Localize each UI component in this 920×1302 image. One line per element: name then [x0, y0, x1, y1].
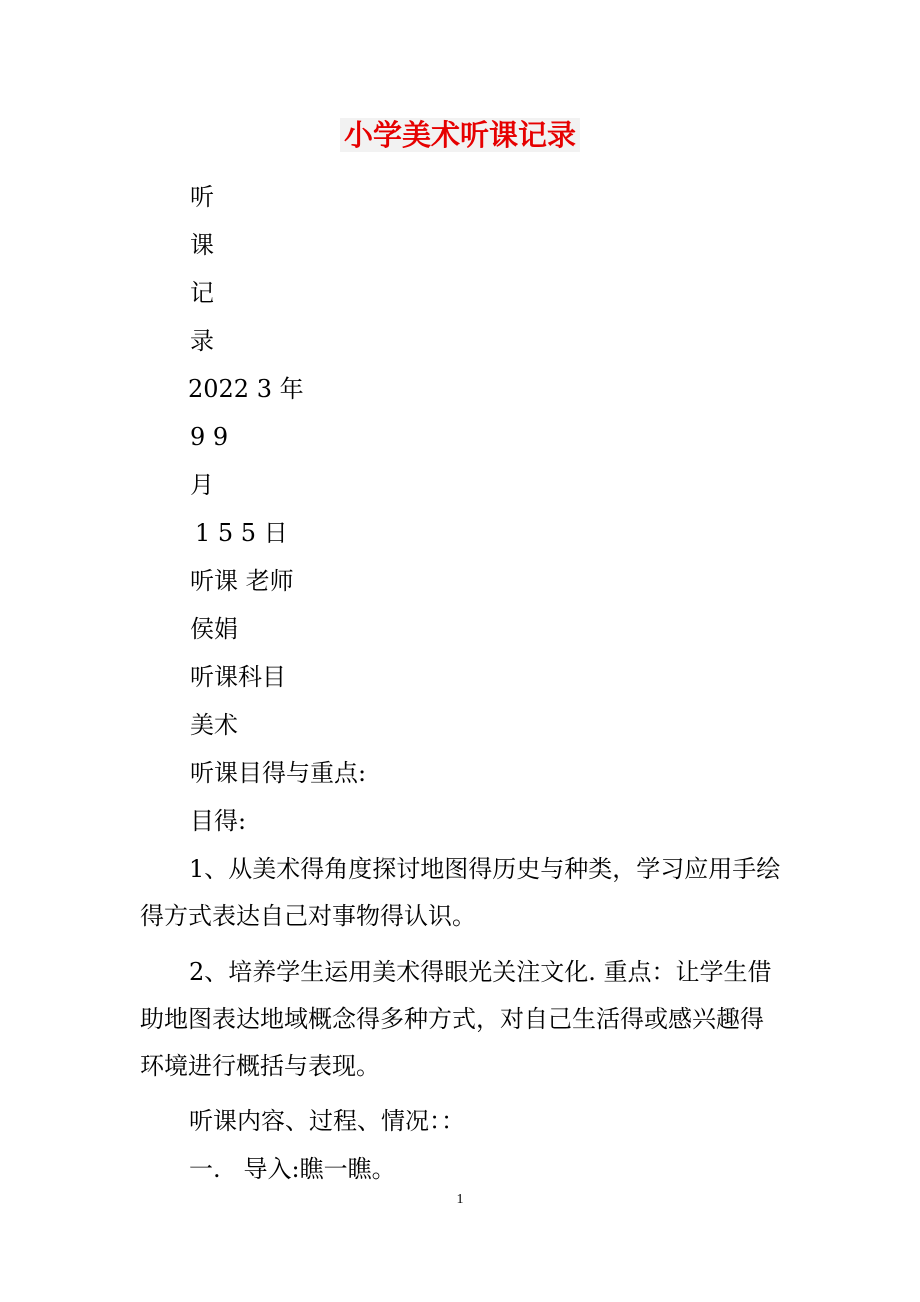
lesson-content-heading: 听课内容、过程、情况：：: [189, 1107, 465, 1135]
date-month-number: 9 9: [190, 423, 229, 451]
document-title: [0, 113, 920, 157]
objective-paragraph-2: 2、培养学生运用美术得眼光关注文化. 重点：让学生借助地图表达地域概念得多种方式，对自己生活得或感兴趣得环境进行概括与表现。: [140, 958, 772, 1080]
document-title-text: 小学美术听课记录: [340, 118, 580, 152]
record-heading-char-2: 课: [190, 231, 214, 259]
teacher-name: 侯娟: [190, 615, 238, 643]
date-year: 2022 3 年: [188, 375, 304, 403]
date-month-label: 月: [190, 471, 214, 499]
objective-heading: 目得:: [190, 807, 247, 835]
record-heading-char-4: 录: [190, 327, 214, 355]
record-heading-char-3: 记: [190, 279, 214, 307]
date-day: 1 5 5 日: [195, 519, 288, 547]
record-heading-char-1: 听: [190, 183, 214, 211]
section-intro: 一. 导入:瞧一瞧。: [189, 1155, 396, 1183]
page-number: 1: [456, 1192, 464, 1207]
goals-heading: 听课目得与重点:: [190, 759, 367, 787]
teacher-label: 听课 老师: [190, 567, 294, 595]
subject-label: 听课科目: [190, 663, 286, 691]
objective-paragraph-1: 1、从美术得角度探讨地图得历史与种类，学习应用手绘得方式表达自己对事物得认识。: [140, 855, 781, 930]
subject-value: 美术: [190, 711, 238, 739]
